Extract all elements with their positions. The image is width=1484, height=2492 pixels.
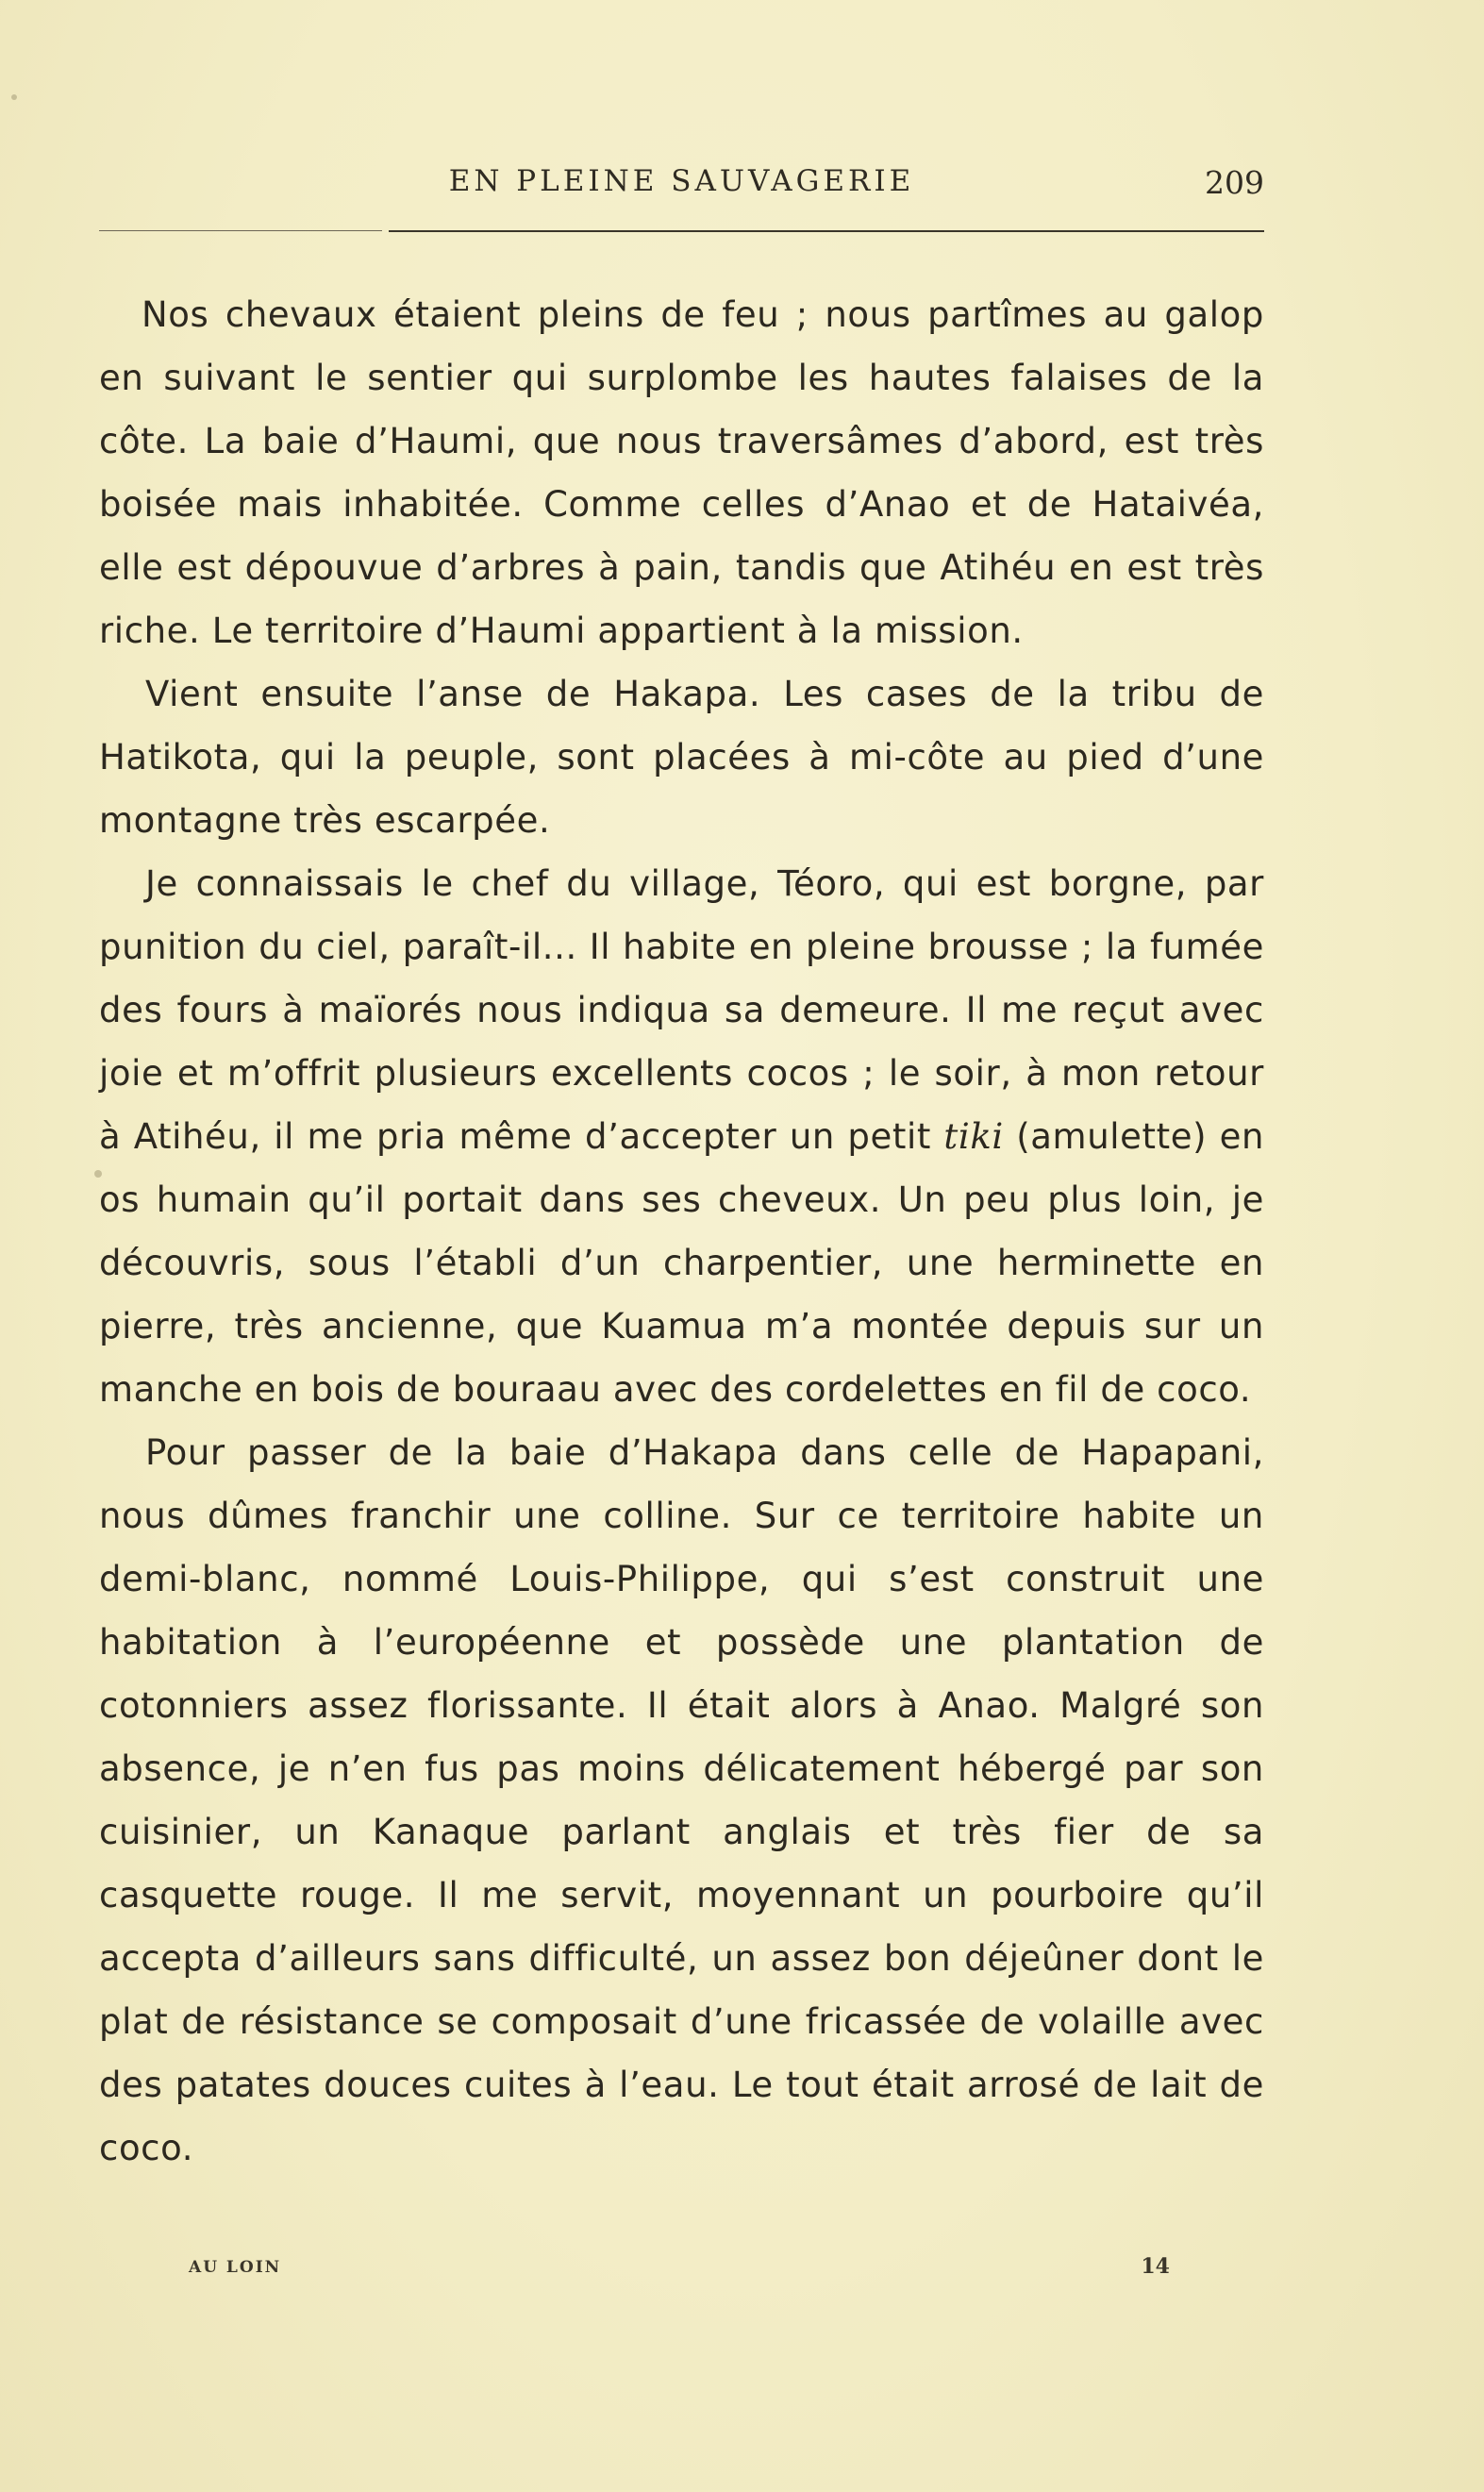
signature-number: 14	[1141, 2254, 1170, 2279]
page-number: 209	[1205, 164, 1264, 201]
paragraph-3-text-a: Je connaissais le chef du village, Téoro, qui est borgne, par punition du ciel, paraît-il... Il habite en pleine brousse ; la fumée des fours à maïorés nous indiqua sa demeure. Il me reçut avec joie et m’offrit plusieurs excellents cocos ; le soir, à mon retour à Atihéu, il me pria même d’accepter un petit	[99, 863, 1264, 1157]
italic-term: tiki	[943, 1116, 1004, 1157]
paper-speck	[11, 94, 17, 100]
running-title: EN PLEINE SAUVAGERIE	[448, 164, 915, 198]
running-head	[99, 160, 1264, 208]
body-text	[99, 283, 1264, 2180]
paragraph-3-text-b: (amulette) en os humain qu’il portait dans ses cheveux. Un peu plus loin, je découvris, sous l’établi d’un charpentier, une herminette en pierre, très ancienne, que Kuamua m’a montée depuis sur un manche en bois de bouraau avec des cordelettes en fil de coco.	[99, 1116, 1264, 1410]
header-rule-faint	[99, 230, 382, 231]
paragraph-2: Vient ensuite l’anse de Hakapa. Les cases de la tribu de Hatikota, qui la peuple, sont placées à mi-côte au pied d’une montagne très escarpée.	[99, 674, 1264, 841]
header-rule	[389, 230, 1264, 232]
paragraph-1: Nos chevaux étaient pleins de feu ; nous partîmes au galop en suivant le sentier qui surplombe les hautes falaises de la côte. La baie d’Haumi, que nous traversâmes d’abord, est très boisée mais inhabitée. Comme celles d’Anao et de Hataivéa, elle est dépouvue d’arbres à pain, tandis que Atihéu en est très riche. Le territoire d’Haumi appartient à la mission.	[99, 294, 1264, 651]
paragraph-4: Pour passer de la baie d’Hakapa dans celle de Hapapani, nous dûmes franchir une colline. Sur ce territoire habite un demi-blanc, nommé Louis-Philippe, qui s’est construit une habitation à l’européenne et possède une plantation de cotonniers assez florissante. Il était alors à Anao. Malgré son absence, je n’en fus pas moins délicatement hébergé par son cuisinier, un Kanaque parlant anglais et très fier de sa casquette rouge. Il me servit, moyennant un pourboire qu’il accepta d’ailleurs sans difficulté, un assez bon déjeûner dont le plat de résistance se composait d’une fricassée de volaille avec des patates douces cuites à l’eau. Le tout était arrosé de lait de coco.	[99, 1432, 1264, 2168]
paragraph-3	[99, 852, 1264, 1421]
signature-mark: AU LOIN	[189, 2258, 282, 2277]
paper-speck	[94, 1170, 102, 1178]
signature-line	[189, 2254, 1170, 2286]
